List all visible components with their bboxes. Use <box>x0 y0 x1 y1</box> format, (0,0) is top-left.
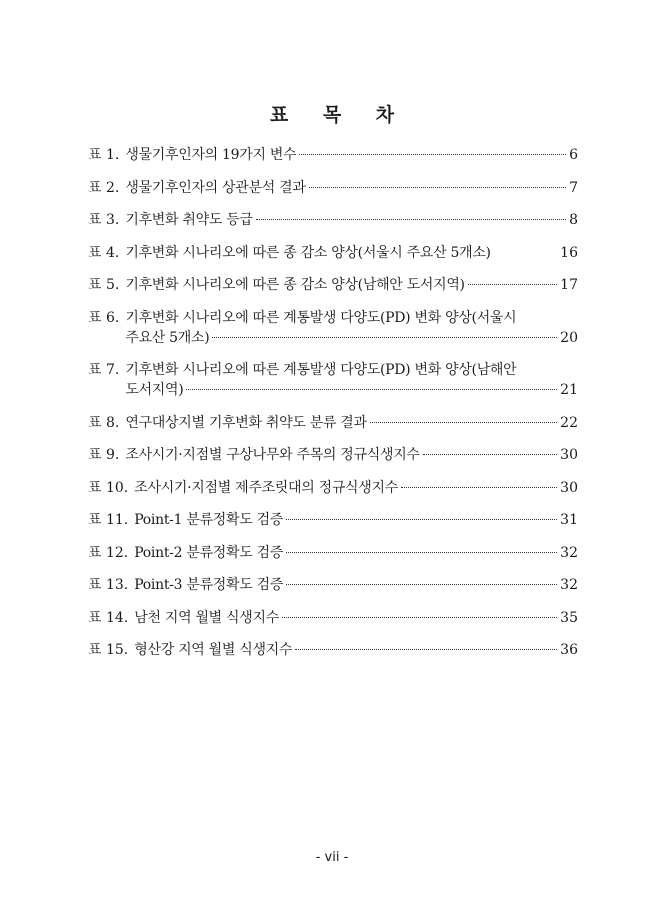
entry-number: 표 4. <box>88 244 120 261</box>
entry-title: 기후변화 시나리오에 따른 종 감소 양상(서울시 주요산 5개소) <box>125 244 491 261</box>
entry-number: 표 14. <box>88 609 129 626</box>
entry-title-line-1: 기후변화 시나리오에 따른 계통발생 다양도(PD) 변화 양상(서울시 <box>125 309 517 326</box>
entry-number: 표 6. <box>88 309 120 326</box>
entry-number: 표 15. <box>88 642 129 658</box>
entry-page-number: 7 <box>569 179 578 196</box>
entry-number: 표 12. <box>88 544 129 561</box>
entry-title: 형산강 지역 월별 식생지수 <box>134 642 293 658</box>
dot-leader <box>256 219 566 220</box>
entry-number: 표 3. <box>88 212 120 228</box>
dot-leader <box>282 617 557 618</box>
entry-title: 생물기후인자의 19가지 변수 <box>125 147 297 163</box>
entry-page-number: 36 <box>560 642 578 658</box>
entry-page-number: 6 <box>569 147 578 163</box>
entry-title: Point-2 분류정확도 검증 <box>134 544 284 561</box>
page-footer-number: - vii - <box>315 850 349 865</box>
entry-page-number: 31 <box>560 512 578 528</box>
entry-number: 표 13. <box>88 577 129 593</box>
entry-title: Point-3 분류정확도 검증 <box>134 577 284 593</box>
entry-page-number: 22 <box>560 414 578 431</box>
toc-entry-7[interactable] <box>88 360 578 400</box>
entry-page-number: 30 <box>560 479 578 496</box>
toc-entry-14[interactable] <box>88 608 578 628</box>
entry-title-line-2: 도서지역) <box>125 382 184 398</box>
dot-leader <box>299 154 566 155</box>
dot-leader <box>295 649 557 650</box>
entry-title: 기후변화 시나리오에 따른 종 감소 양상(남해안 도서지역) <box>125 277 465 293</box>
entry-number: 표 2. <box>88 179 120 196</box>
toc-entry-10[interactable] <box>88 478 578 498</box>
toc-entry-15[interactable] <box>88 640 578 660</box>
toc-entry-3[interactable] <box>88 210 578 230</box>
entry-title: 남천 지역 월별 식생지수 <box>134 609 279 626</box>
entry-number: 표 1. <box>88 147 120 163</box>
entry-number: 표 10. <box>88 479 129 496</box>
toc-entry-12[interactable] <box>88 543 578 563</box>
toc-entry-13[interactable] <box>88 575 578 595</box>
entry-page-number: 35 <box>560 609 578 626</box>
entry-page-number: 32 <box>560 577 578 593</box>
entry-number: 표 8. <box>88 414 120 431</box>
entry-page-number: 8 <box>569 212 578 228</box>
entry-title: 기후변화 취약도 등급 <box>125 212 253 228</box>
entry-title-line-1: 기후변화 시나리오에 따른 계통발생 다양도(PD) 변화 양상(남해안 <box>125 362 517 378</box>
entry-number: 표 11. <box>88 512 129 528</box>
entry-page-number: 32 <box>560 544 578 561</box>
entry-page-number: 16 <box>560 244 578 261</box>
toc-entry-11[interactable] <box>88 510 578 530</box>
dot-leader <box>423 454 558 455</box>
toc-entry-9[interactable] <box>88 445 578 465</box>
entry-title: 조사시기·지점별 제주조릿대의 정규식생지수 <box>134 479 398 496</box>
entry-title: Point-1 분류정확도 검증 <box>134 512 284 528</box>
dot-leader <box>186 389 557 390</box>
entry-page-number: 21 <box>560 382 578 398</box>
entry-number: 표 9. <box>88 447 120 463</box>
dot-leader <box>494 252 557 253</box>
entry-number: 표 5. <box>88 277 120 293</box>
entry-title-line-2: 주요산 5개소) <box>125 329 210 346</box>
entry-number: 표 7. <box>88 362 120 378</box>
dot-leader <box>286 584 557 585</box>
dot-leader <box>286 552 557 553</box>
toc-entry-1[interactable] <box>88 145 578 165</box>
entry-page-number: 30 <box>560 447 578 463</box>
entry-title: 연구대상지별 기후변화 취약도 분류 결과 <box>125 414 367 431</box>
entry-page-number: 20 <box>560 329 578 346</box>
entry-page-number: 17 <box>560 277 578 293</box>
dot-leader <box>370 422 557 423</box>
table-of-contents <box>88 145 578 673</box>
page-title: 표 목 차 <box>269 104 409 126</box>
toc-entry-8[interactable] <box>88 413 578 433</box>
dot-leader <box>309 187 567 188</box>
toc-entry-4[interactable] <box>88 243 578 263</box>
entry-title: 조사시기·지점별 구상나무와 주목의 정규식생지수 <box>125 447 420 463</box>
dot-leader <box>286 519 557 520</box>
toc-entry-6[interactable] <box>88 308 578 348</box>
entry-title: 생물기후인자의 상관분석 결과 <box>125 179 306 196</box>
dot-leader <box>401 487 557 488</box>
dot-leader <box>212 337 557 338</box>
dot-leader <box>468 284 557 285</box>
toc-entry-5[interactable] <box>88 275 578 295</box>
toc-entry-2[interactable] <box>88 178 578 198</box>
